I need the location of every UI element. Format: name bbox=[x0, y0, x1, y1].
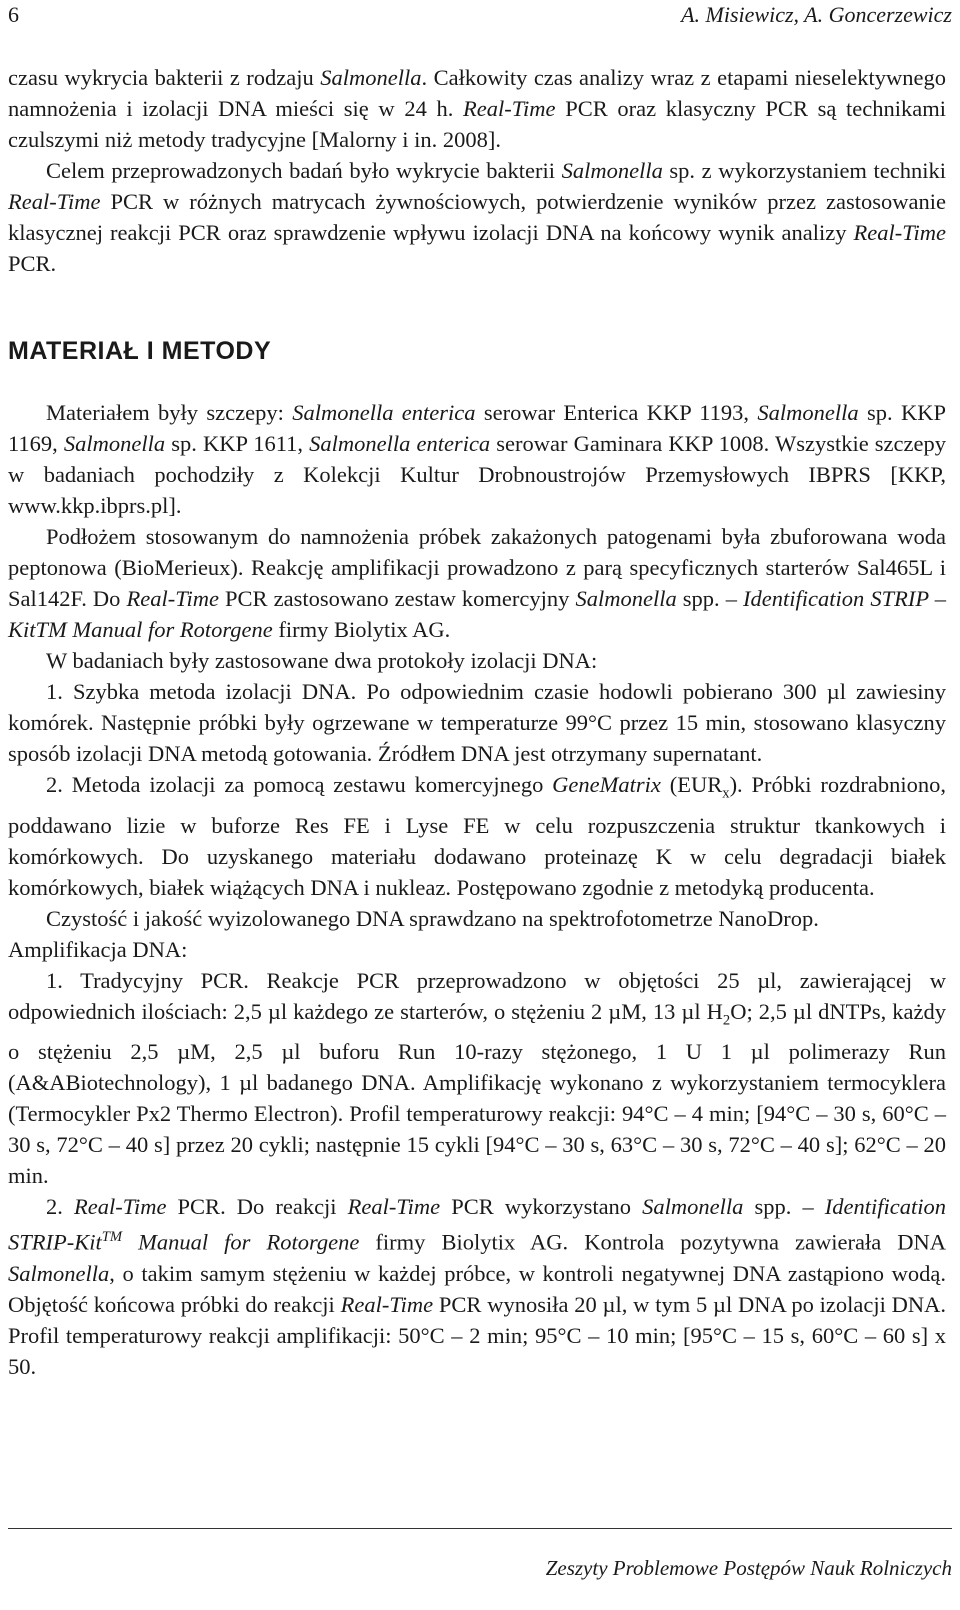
italic-text: Salmonella enterica bbox=[292, 400, 476, 425]
italic-text: Real-Time bbox=[463, 96, 556, 121]
text-run: PCR wynosiła 20 µl, w tym 5 µl DNA po izolacji DNA. Profil temperaturowy reakcji amplifikacji: 50°C – 2 min; 95°C – 10 min; [95°C – 15 s, 60°C – 60 s] x 50. bbox=[8, 1291, 946, 1379]
text-run: firmy Biolytix AG. Kontrola pozytywna zawierała DNA bbox=[359, 1229, 946, 1255]
italic-text: GeneMatrix bbox=[552, 772, 661, 797]
text-run: Materiałem były szczepy: bbox=[46, 400, 293, 425]
text-run: Celem przeprowadzonych badań było wykrycie bakterii bbox=[46, 158, 562, 183]
text-run: Amplifikacja DNA: bbox=[8, 936, 188, 962]
italic-text: Salmonella bbox=[642, 1194, 744, 1219]
text-run: czasu wykrycia bakterii z rodzaju bbox=[8, 65, 321, 90]
italic-text: Real-Time bbox=[8, 189, 101, 214]
text-run: (EUR bbox=[660, 772, 723, 797]
italic-text: Salmonella bbox=[561, 158, 663, 183]
text-run: PCR zastosowano zestaw komercyjny bbox=[218, 586, 576, 611]
running-header-authors: A. Misiewicz, A. Goncerzewicz bbox=[681, 2, 952, 27]
italic-text: Identification STRIP-Kit bbox=[8, 1194, 947, 1255]
text-run: 2. bbox=[46, 1194, 74, 1219]
italic-text: Real-Time bbox=[73, 1194, 167, 1219]
methods-paragraph bbox=[8, 769, 946, 903]
methods-paragraph bbox=[8, 965, 946, 1192]
italic-text: Salmonella bbox=[757, 400, 859, 425]
italic-text: Salmonella enterica bbox=[309, 431, 491, 456]
text-run: 2. Metoda izolacji za pomocą zestawu komercyjnego bbox=[46, 772, 553, 797]
italic-text: Salmonella bbox=[63, 431, 166, 456]
journal-footer: Zeszyty Problemowe Postępów Nauk Rolniczych bbox=[545, 1556, 952, 1580]
methods-paragraph bbox=[8, 1191, 946, 1382]
italic-text: Real-Time bbox=[126, 586, 219, 611]
italic-text: Salmonella bbox=[8, 1260, 110, 1286]
text-run: PCR wykorzystano bbox=[440, 1194, 643, 1219]
text-run: serowar Enterica KKP 1193, bbox=[475, 400, 758, 425]
subscript-text: 2 bbox=[722, 1012, 731, 1028]
text-run: firmy Biolytix AG. bbox=[272, 617, 451, 642]
italic-text: Real-Time bbox=[347, 1194, 441, 1219]
text-run: 1. Tradycyjny PCR. Reakcje PCR przeprowadzono w objętości 25 µl, zawierającej w odpowiednich ilościach: 2,5 µl każdego ze starterów, o stężeniu 2 µM, 13 µl H bbox=[8, 967, 946, 1024]
text-run: PCR. bbox=[8, 251, 57, 276]
text-run: PCR oraz klasyczny PCR są technikami czulszymi niż metody tradycyjne [Malorny i in. 2008]. bbox=[8, 96, 946, 152]
text-run: O; 2,5 µl dNTPs, każdy o stężeniu 2,5 µM, 2,5 µl buforu Run 10-razy stężonego, 1 U 1 µl polimerazy Run (A&ABiotechnology), 1 µl badanego DNA. Amplifikację wykonano z wykorzystaniem termocyklera (Termocykler Px2 Thermo Electron). Profil temperaturowy reakcji: 94°C – 4 min; [94°C – 30 s, 60°C – 30 s, 72°C – 40 s] przez 20 cykli; następnie 15 cykli [94°C – 30 s, 63°C – 30 s, 72°C – 40 s]; 62°C – 20 min. bbox=[8, 998, 947, 1188]
text-run: sp. z wykorzystaniem techniki bbox=[662, 158, 946, 183]
text-run: Czystość i jakość wyizolowanego DNA sprawdzano na spektrofotometrze NanoDrop. bbox=[46, 905, 819, 931]
methods-paragraph bbox=[8, 397, 946, 521]
section-heading: MATERIAŁ I METODY bbox=[8, 337, 272, 365]
italic-text: Manual for Rotorgene bbox=[122, 1229, 360, 1255]
text-run: PCR. Do reakcji bbox=[166, 1194, 348, 1219]
text-run: serowar Gaminara KKP 1008. Wszystkie szczepy w badaniach pochodziły z Kolekcji Kultur Drobnoustrojów Przemysłowych IBPRS [KKP, www.kkp.ibprs.pl]. bbox=[8, 431, 946, 518]
italic-text: Real-Time bbox=[340, 1291, 434, 1317]
methods-paragraph bbox=[8, 676, 946, 769]
text-run: Podłożem stosowanym do namnożenia próbek zakażonych patogenami była zbuforowana woda peptonowa (BioMerieux). Reakcję amplifikacji prowadzono z parą specyficznych starterów Sal465L i Sal142F. Do bbox=[8, 524, 946, 611]
page-header bbox=[8, 0, 952, 30]
intro-paragraph-1 bbox=[8, 62, 946, 155]
italic-text: TM bbox=[101, 1229, 123, 1245]
text-run: ). Próbki rozdrabniono, poddawano lizie w buforze Res FE i Lyse FE w celu rozpuszczenia struktur tkankowych i komórkowych. Do uzyskanego materiału dodawano proteinazę K w celu degradacji białek komórkowych, białek wiążących DNA i nukleaz. Postępowano zgodnie z metodyką producenta. bbox=[8, 772, 946, 900]
methods-paragraph bbox=[8, 645, 946, 676]
text-run: sp. KKP 1611, bbox=[165, 431, 310, 456]
text-run: 1. Szybka metoda izolacji DNA. Po odpowiednim czasie hodowli pobierano 300 µl zawiesiny komórek. Następnie próbki były ogrzewane w temperaturze 99°C przez 15 min, stosowano klasyczny sposób izolacji DNA metodą gotowania. Źródłem DNA jest otrzymany supernatant. bbox=[8, 679, 946, 766]
italic-text: Salmonella bbox=[320, 65, 422, 90]
text-run: spp. – bbox=[743, 1194, 825, 1219]
italic-text: Real-Time bbox=[853, 220, 946, 245]
text-run: sp. KKP 1169, bbox=[8, 400, 946, 456]
methods-subheading bbox=[8, 934, 946, 965]
italic-text: Identification STRIP – KitTM Manual for Rotorgene bbox=[8, 586, 946, 642]
page-number: 6 bbox=[8, 2, 19, 27]
subscript-text: x bbox=[722, 785, 730, 802]
methods-paragraph bbox=[8, 521, 946, 645]
intro-paragraph-2 bbox=[8, 155, 946, 279]
text-run: . Całkowity czas analizy wraz z etapami nieselektywnego namnożenia i izolacji DNA mieści się w 24 h. bbox=[8, 65, 947, 121]
methods-paragraph bbox=[8, 903, 946, 934]
text-run: spp. – bbox=[676, 586, 744, 611]
text-run: , o takim samym stężeniu w każdej próbce, w kontroli negatywnej DNA zastąpiono wodą. Objętość końcowa próbki do reakcji bbox=[8, 1260, 946, 1317]
page-body bbox=[8, 62, 946, 1382]
italic-text: Salmonella bbox=[575, 586, 677, 611]
footer-divider bbox=[8, 1528, 952, 1529]
text-run: PCR w różnych matrycach żywnościowych, potwierdzenie wyników przez zastosowanie klasycznej reakcji PCR oraz sprawdzenie wpływu izolacji DNA na końcowy wynik analizy bbox=[8, 189, 946, 245]
text-run: W badaniach były zastosowane dwa protokoły izolacji DNA: bbox=[46, 648, 598, 673]
